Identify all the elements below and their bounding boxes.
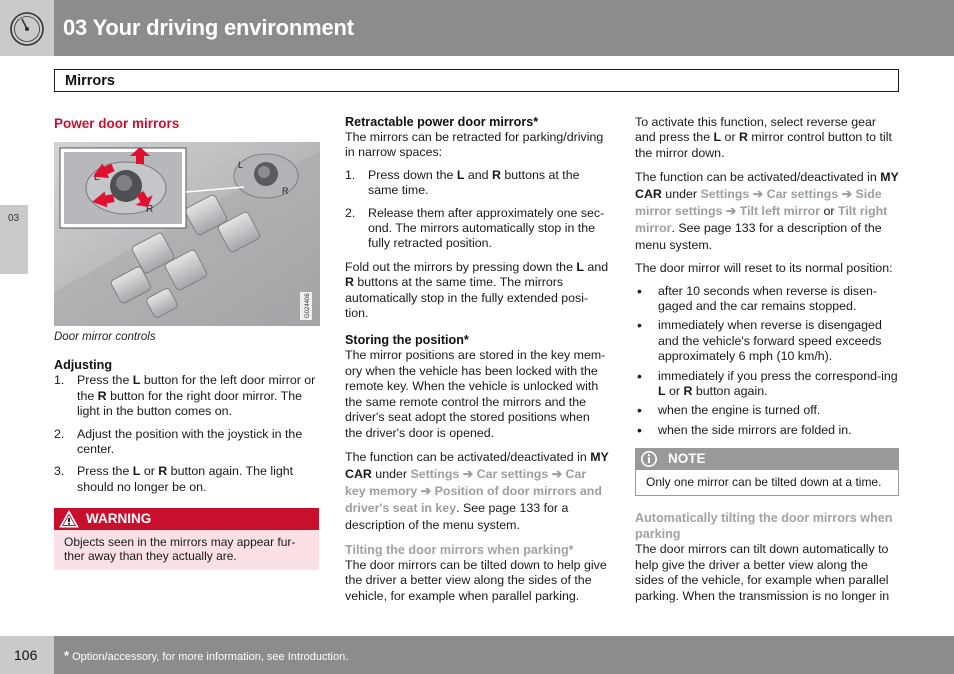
menu-side-mirror-settings: Side mirror settings: [635, 187, 882, 219]
menu-arrow-icon: ➔: [752, 187, 764, 202]
reset-conditions-list: [635, 284, 900, 439]
tilting-heading: Tilting the door mirrors when parking*: [345, 542, 574, 557]
adjusting-step: 3. Press the L or R button again. The light should no longer be on.: [54, 464, 294, 494]
tilting-text: The door mirrors can be tilted down to help give the driver a better view along the sides of the vehicle, for example when parallel parking.: [345, 557, 607, 603]
adjusting-steps: [54, 373, 319, 495]
list-item: • when the engine is turned off.: [635, 403, 900, 418]
chapter-side-tab-label: 03: [8, 213, 20, 224]
menu-tilt-right-mirror: Tilt right mirror: [635, 204, 888, 236]
warning-text: Objects seen in the mirrors may appear fur-ther away than they actually are.: [54, 530, 319, 570]
menu-arrow-icon: ➔: [420, 483, 432, 498]
door-mirror-controls-illustration: [54, 142, 320, 326]
column-2: [345, 115, 610, 604]
note-label: NOTE: [668, 451, 706, 467]
activate-text: To activate this function, select reverse gear and press the L or R mirror control button to tilt the mirror down.: [635, 115, 892, 160]
page-footer: [0, 636, 954, 674]
inset-r-label: R: [146, 204, 154, 215]
auto-tilt-text: The door mirrors can tilt down automatically to help give the driver a better view along the sides of the vehicle, for example when parallel parking. When the transmission is no longer in: [635, 542, 890, 603]
mirror-r-button-label: R: [282, 186, 289, 196]
retract-step: 1. Press down the L and R buttons at the same time.: [345, 167, 580, 198]
retract-steps: [345, 168, 610, 252]
warning-header: [54, 508, 319, 530]
list-item: • immediately if you press the correspond-ing L or R button again.: [635, 369, 900, 400]
col3-function-text: The function can be activated/deactivated in MY CAR under Settings ➔ Car settings ➔ Side mirror settings ➔ Tilt left mirror or Tilt right mirror. See page 133 for a description of the menu system.: [635, 170, 899, 253]
section-title: Mirrors: [65, 73, 115, 89]
inset-l-label: L: [94, 172, 100, 183]
adjusting-step: 2. Adjust the position with the joystick in the center.: [54, 426, 303, 457]
adjusting-step: 1. Press the L button for the left door mirror or the R button for the right door mirror. The light in the button comes on.: [54, 373, 316, 419]
menu-arrow-icon: ➔: [725, 204, 737, 219]
menu-position-door-mirrors: Position of door mirrors and driver's seat in key: [345, 483, 602, 515]
menu-tilt-left-mirror: Tilt left mirror: [739, 204, 821, 219]
storing-text: The mirror positions are stored in the key mem-ory when the vehicle has been locked with the remote key. When the vehicle is unlocked with the same remote control the mirrors and the driver's seat adopt the stored positions when the driver's door is opened.: [345, 348, 606, 440]
mirror-control-knob: [234, 154, 298, 198]
storing-heading: Storing the position*: [345, 333, 469, 348]
list-item: • after 10 seconds when reverse is disen-gaged and the car remains stopped.: [635, 284, 900, 315]
note-text: Only one mirror can be tilted down at a time.: [635, 470, 899, 496]
menu-car-settings: Car settings: [766, 187, 839, 202]
list-item: • when the side mirrors are folded in.: [635, 423, 900, 438]
list-item: • immediately when reverse is disengaged and the vehicle's forward speed exceeds approximately 6 mph (10 km/h).: [635, 318, 900, 364]
menu-arrow-icon: ➔: [551, 466, 563, 481]
menu-arrow-icon: ➔: [462, 466, 474, 481]
retract-step: 2. Release them after approximately one sec-ond. The mirrors automatically stop in the fully retracted position.: [345, 205, 605, 251]
page-number: 106: [14, 647, 38, 663]
info-icon: [639, 450, 659, 468]
door-mirror-controls-figure: [54, 142, 320, 326]
menu-car-key-memory: Car key memory: [345, 466, 587, 498]
menu-settings: Settings: [410, 466, 460, 481]
menu-arrow-icon: ➔: [841, 187, 853, 202]
mirror-l-button-label: L: [238, 160, 244, 170]
warning-triangle-icon: [59, 510, 79, 528]
adjusting-heading: Adjusting: [54, 358, 113, 373]
reset-intro: The door mirror will reset to its normal position:: [635, 261, 893, 276]
auto-tilt-heading: Automatically tilting the door mirrors when parking: [635, 511, 893, 542]
footnote: [64, 649, 348, 664]
page-number-box: [0, 636, 54, 674]
speedometer-icon: [9, 11, 45, 47]
chapter-title: 03 Your driving environment: [63, 15, 354, 40]
footnote-text: Option/accessory, for more information, see Introduction.: [69, 651, 349, 663]
column-3: [635, 115, 900, 604]
figure-caption: Door mirror controls: [54, 331, 156, 343]
note-box: [635, 448, 899, 496]
retractable-heading: Retractable power door mirrors*: [345, 115, 539, 129]
footnote-star: *: [64, 648, 70, 663]
retractable-intro: The mirrors can be retracted for parking/driving in narrow spaces:: [345, 130, 604, 160]
menu-settings: Settings: [700, 187, 750, 202]
col2-function-text: The function can be activated/deactivated in MY CAR under Settings ➔ Car settings ➔ Car key memory ➔ Position of door mirrors and driver's seat in key. See page 133 for a description of the menu system.: [345, 449, 609, 532]
warning-box: [54, 508, 319, 570]
chapter-icon-box: [0, 0, 54, 56]
mirror-control-inset: [60, 147, 186, 228]
power-door-mirrors-heading: Power door mirrors: [54, 116, 180, 131]
menu-car-settings: Car settings: [476, 466, 549, 481]
chapter-header: [0, 0, 954, 56]
figure-code: G024406: [305, 293, 311, 318]
section-bar: [54, 69, 899, 92]
note-header: [635, 448, 899, 470]
chapter-side-tab: [0, 205, 28, 274]
fold-out-text: Fold out the mirrors by pressing down the L and R buttons at the same time. The mirrors automatically stop in the fully extended posi-tion.: [345, 259, 609, 321]
column-1: [54, 115, 319, 570]
warning-label: WARNING: [86, 511, 152, 527]
